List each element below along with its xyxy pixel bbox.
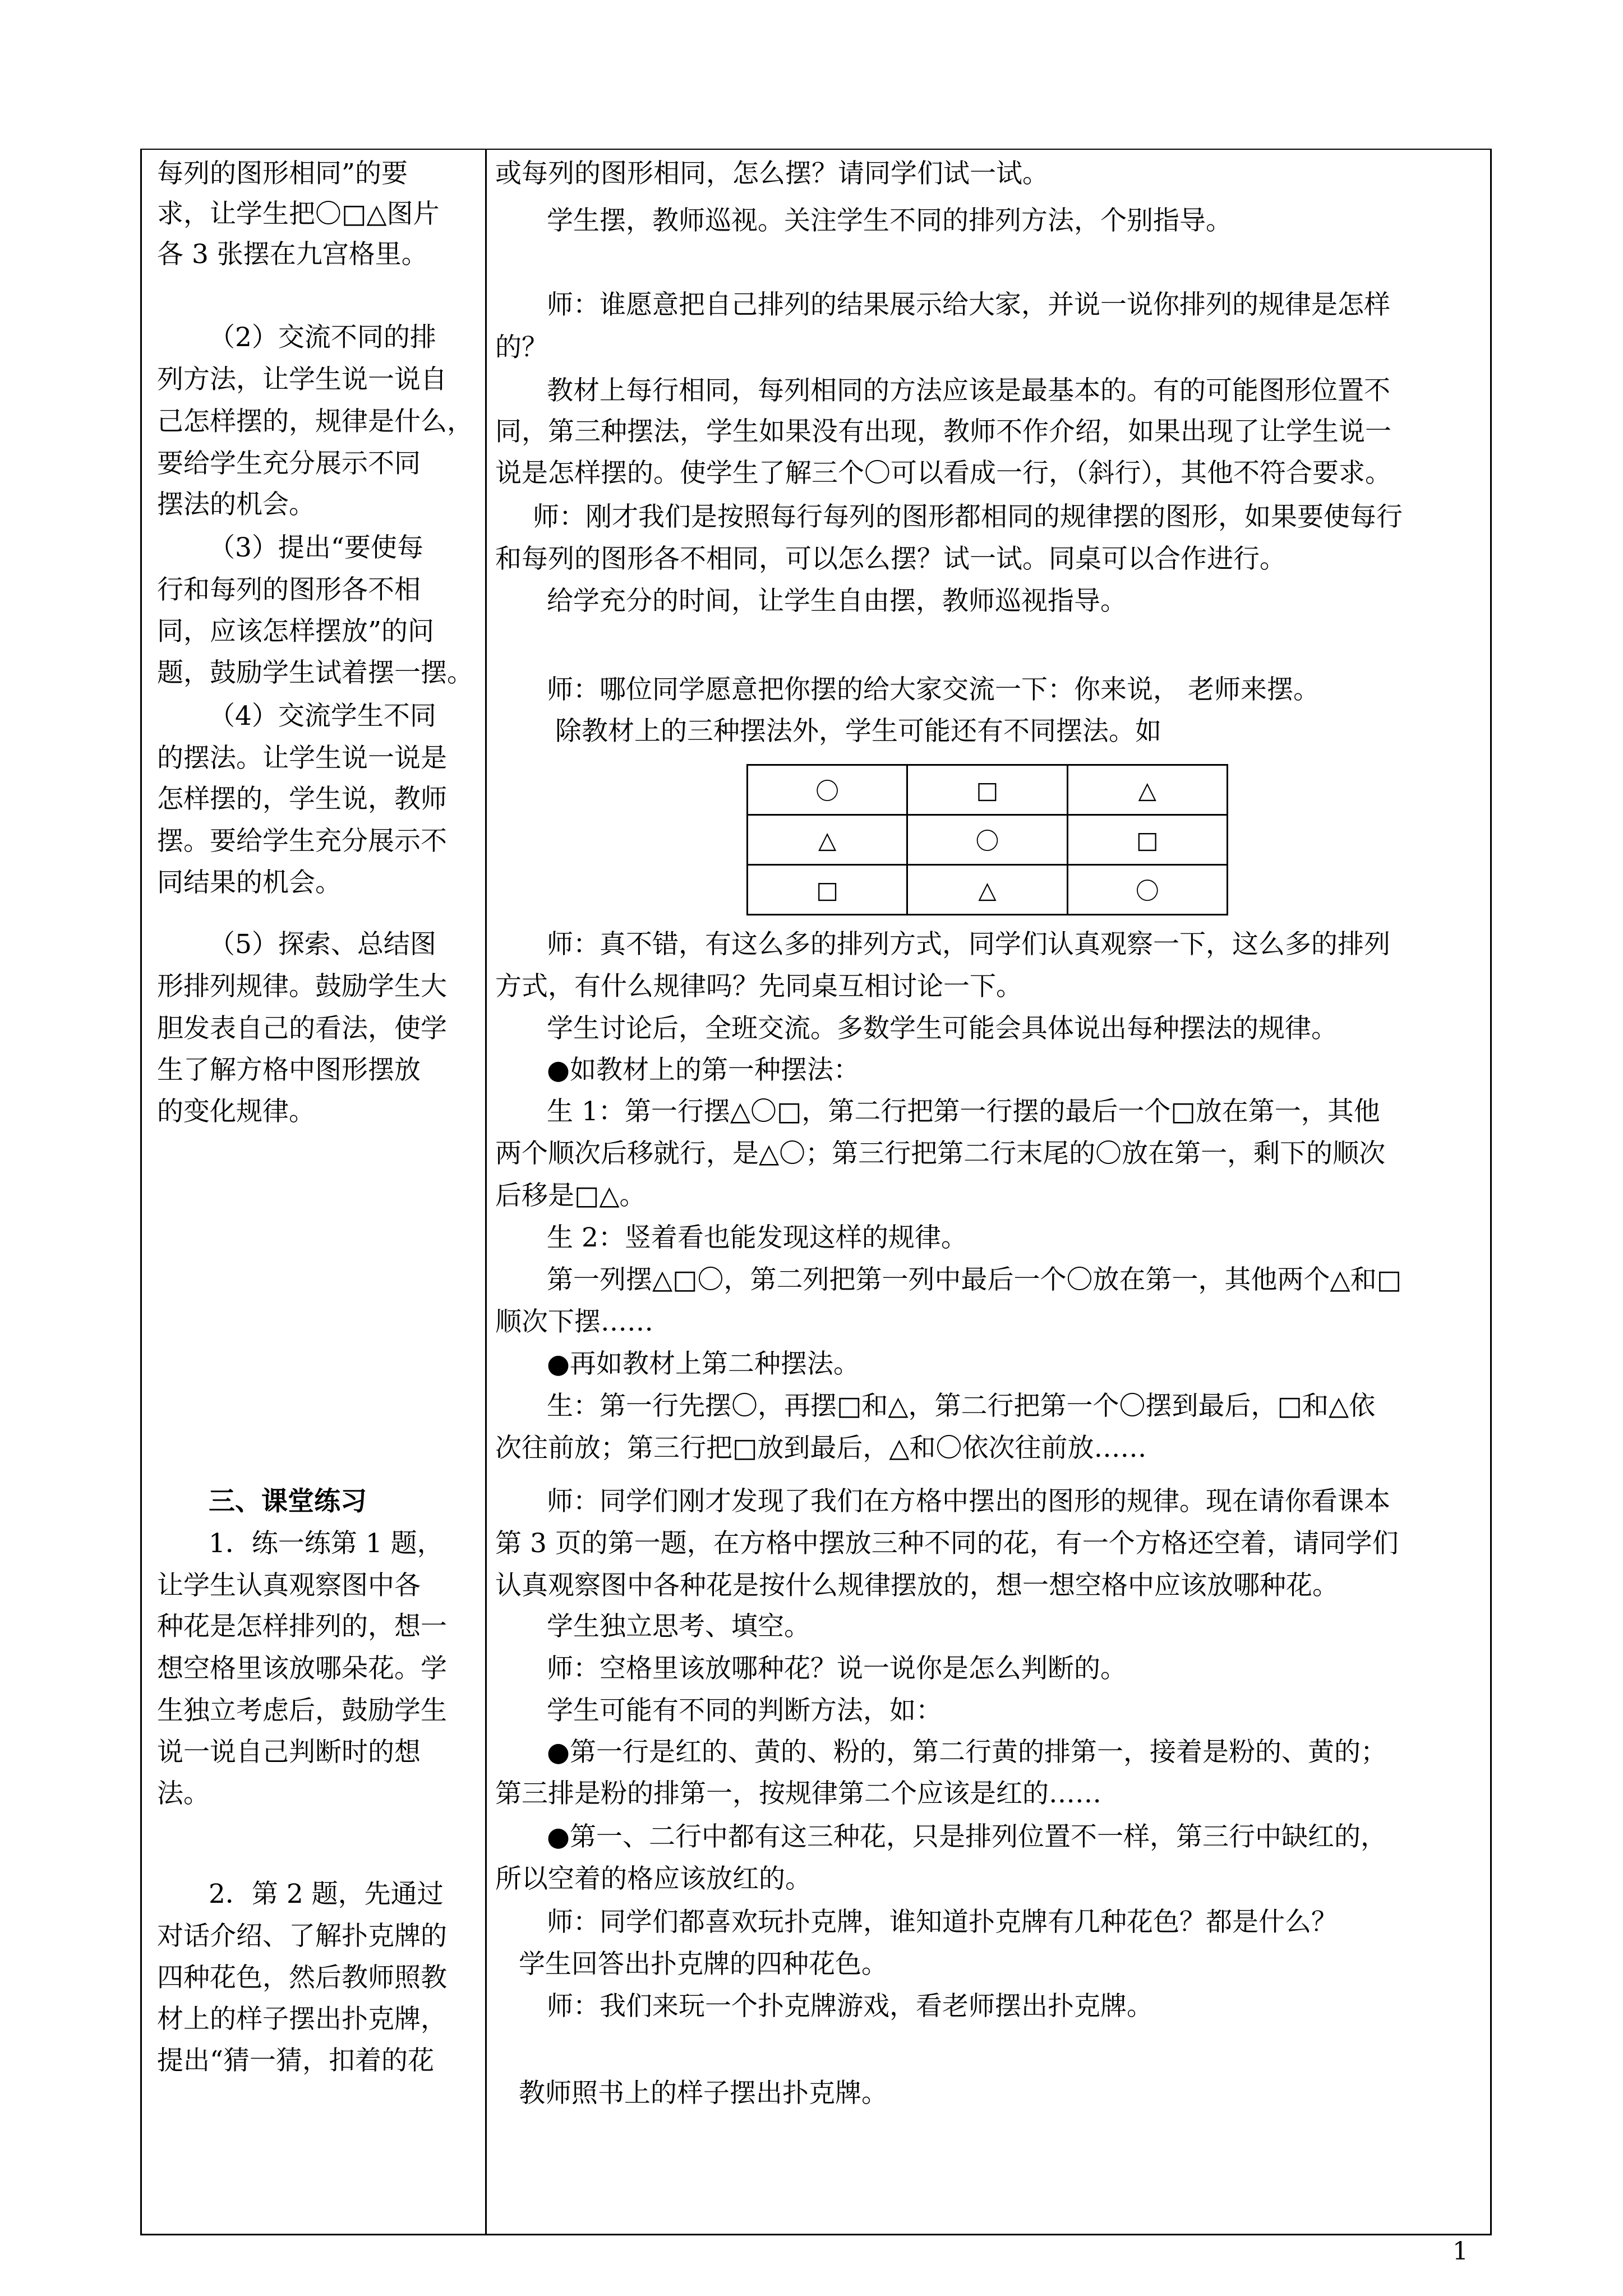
left-text-line: 材上的样子摆出扑克牌， xyxy=(157,2004,447,2035)
grid-row xyxy=(748,865,1228,915)
left-text-line: 法。 xyxy=(157,1778,210,1809)
right-text-line: 第三排是粉的排第一，按规律第二个应该是红的…… xyxy=(495,1778,1101,1809)
left-text-line: 让学生认真观察图中各 xyxy=(157,1570,421,1601)
left-text-line: 生了解方格中图形摆放 xyxy=(157,1055,421,1085)
left-text-line: 胆发表自己的看法，使学 xyxy=(157,1013,447,1044)
right-text-line: 所以空着的格应该放红的。 xyxy=(495,1864,811,1894)
left-text-line: 摆法的机会。 xyxy=(157,489,315,520)
right-text-line: 两个顺次后移就行，是△〇；第三行把第二行末尾的〇放在第一，剩下的顺次 xyxy=(495,1138,1386,1169)
right-text-line: 同，第三种摆法，学生如果没有出现，教师不作介绍，如果出现了让学生说一 xyxy=(495,416,1391,447)
right-text-line: 师：谁愿意把自己排列的结果展示给大家，并说一说你排列的规律是怎样 xyxy=(547,289,1390,320)
grid-cell: △ xyxy=(748,815,907,865)
right-text-line: 方式，有什么规律吗？先同桌互相讨论一下。 xyxy=(495,971,1022,1002)
left-text-line: 的摆法。让学生说一说是 xyxy=(157,743,447,774)
left-text-line: 四种花色，然后教师照教 xyxy=(157,1962,447,1993)
left-text-line: 列方法，让学生说一说自 xyxy=(157,364,447,395)
right-text-line: 后移是□△。 xyxy=(495,1180,646,1211)
grid-cell: 〇 xyxy=(1067,865,1227,915)
left-text-line: 己怎样摆的，规律是什么， xyxy=(157,406,473,437)
left-text-line: 生独立考虑后，鼓励学生 xyxy=(157,1695,447,1726)
left-text-line: 摆。要给学生充分展示不 xyxy=(157,826,447,857)
right-text-line: 师：哪位同学愿意把你摆的给大家交流一下：你来说， 老师来摆。 xyxy=(547,674,1320,705)
left-text-line: 行和每列的图形各不相 xyxy=(157,574,421,605)
right-text-line: 学生回答出扑克牌的四种花色。 xyxy=(519,1949,888,1980)
right-text-line: ●如教材上的第一种摆法： xyxy=(547,1055,860,1085)
right-text-line: 学生讨论后，全班交流。多数学生可能会具体说出每种摆法的规律。 xyxy=(547,1013,1338,1044)
right-text-line: 次往前放；第三行把□放到最后，△和〇依次往前放…… xyxy=(495,1433,1147,1464)
right-text-line: 生 2：竖着看也能发现这样的规律。 xyxy=(547,1222,967,1253)
grid-cell: 〇 xyxy=(748,765,907,815)
right-text-line: 教师照书上的样子摆出扑克牌。 xyxy=(519,2078,888,2109)
right-text-line: 师：我们来玩一个扑克牌游戏，看老师摆出扑克牌。 xyxy=(547,1991,1153,2022)
page-number: 1 xyxy=(1453,2237,1468,2266)
grid-cell: 〇 xyxy=(907,815,1067,865)
right-text-line: 顺次下摆…… xyxy=(495,1306,653,1337)
right-text-line: 和每列的图形各不相同，可以怎么摆？试一试。同桌可以合作进行。 xyxy=(495,544,1286,574)
right-text-line: 师：同学们都喜欢玩扑克牌，谁知道扑克牌有几种花色？都是什么？ xyxy=(547,1907,1338,1938)
right-text-line: 给学充分的时间，让学生自由摆，教师巡视指导。 xyxy=(547,586,1127,616)
left-text-line: 求，让学生把〇□△图片 xyxy=(157,199,440,229)
left-text-line: 提出“猜一猜，扣着的花 xyxy=(157,2045,435,2076)
grid-cell: △ xyxy=(907,865,1067,915)
grid-cell: □ xyxy=(748,865,907,915)
right-text-line: ●第一、二行中都有这三种花，只是排列位置不一样，第三行中缺红的， xyxy=(547,1821,1387,1852)
right-text-line: 教材上每行相同，每列相同的方法应该是最基本的。有的可能图形位置不 xyxy=(547,375,1390,406)
column-divider xyxy=(485,149,487,2235)
right-text-line: 学生可能有不同的判断方法，如： xyxy=(547,1695,942,1726)
left-text-line: 要给学生充分展示不同 xyxy=(157,448,421,479)
shape-grid-table xyxy=(746,764,1228,915)
right-text-line: 或每列的图形相同，怎么摆？请同学们试一试。 xyxy=(495,158,1049,189)
right-text-line: ●再如教材上第二种摆法。 xyxy=(547,1349,860,1379)
grid-row xyxy=(748,815,1228,865)
left-text-line: 怎样摆的，学生说，教师 xyxy=(157,784,447,815)
right-text-line: 除教材上的三种摆法外，学生可能还有不同摆法。如 xyxy=(555,716,1161,747)
left-text-line: 1．练一练第 1 题， xyxy=(209,1528,444,1559)
left-text-line: 的变化规律。 xyxy=(157,1096,315,1127)
left-text-line: 三、课堂练习 xyxy=(209,1486,367,1517)
right-text-line: 生 1：第一行摆△〇□，第二行把第一行摆的最后一个□放在第一，其他 xyxy=(547,1096,1380,1127)
left-text-line: 想空格里该放哪朵花。学 xyxy=(157,1653,447,1684)
left-text-line: 对话介绍、了解扑克牌的 xyxy=(157,1921,447,1952)
left-text-line: 种花是怎样排列的，想一 xyxy=(157,1611,447,1642)
grid-cell: △ xyxy=(1067,765,1227,815)
left-text-line: 题，鼓励学生试着摆一摆。 xyxy=(157,657,473,688)
grid-row xyxy=(748,765,1228,815)
left-text-line: （4）交流学生不同 xyxy=(209,701,436,731)
left-text-line: 同结果的机会。 xyxy=(157,867,342,898)
right-text-line: 学生摆，教师巡视。关注学生不同的排列方法，个别指导。 xyxy=(547,205,1232,236)
right-text-line: ●第一行是红的、黄的、粉的，第二行黄的排第一，接着是粉的、黄的； xyxy=(547,1737,1387,1768)
right-text-line: 第一列摆△□〇，第二列把第一列中最后一个〇放在第一，其他两个△和□ xyxy=(547,1264,1402,1295)
right-text-line: 师：真不错，有这么多的排列方式，同学们认真观察一下，这么多的排列 xyxy=(547,929,1390,960)
right-text-line: 的？ xyxy=(495,332,548,363)
right-text-line: 认真观察图中各种花是按什么规律摆放的，想一想空格中应该放哪种花。 xyxy=(495,1570,1339,1601)
right-text-line: 说是怎样摆的。使学生了解三个〇可以看成一行，（斜行），其他不符合要求。 xyxy=(495,458,1391,489)
grid-cell: □ xyxy=(907,765,1067,815)
left-text-line: 说一说自己判断时的想 xyxy=(157,1737,421,1768)
right-text-line: 学生独立思考、填空。 xyxy=(547,1611,810,1642)
left-text-line: 2．第 2 题，先通过 xyxy=(209,1879,444,1910)
left-text-line: （3）提出“要使每 xyxy=(209,532,423,563)
left-text-line: 形排列规律。鼓励学生大 xyxy=(157,971,447,1002)
right-text-line: 生：第一行先摆〇，再摆□和△，第二行把第一个〇摆到最后，□和△依 xyxy=(547,1391,1376,1421)
left-text-line: （5）探索、总结图 xyxy=(209,929,436,960)
left-text-line: 同，应该怎样摆放”的问 xyxy=(157,616,435,647)
grid-cell: □ xyxy=(1067,815,1227,865)
right-text-line: 第 3 页的第一题，在方格中摆放三种不同的花，有一个方格还空着，请同学们 xyxy=(495,1528,1399,1559)
left-text-line: 各 3 张摆在九宫格里。 xyxy=(157,239,428,270)
right-text-line: 师：同学们刚才发现了我们在方格中摆出的图形的规律。现在请你看课本 xyxy=(547,1486,1390,1517)
right-text-line: 师：刚才我们是按照每行每列的图形都相同的规律摆的图形，如果要使每行 xyxy=(533,501,1403,532)
left-text-line: 每列的图形相同”的要 xyxy=(157,158,408,189)
right-text-line: 师：空格里该放哪种花？说一说你是怎么判断的。 xyxy=(547,1653,1127,1684)
left-text-line: （2）交流不同的排 xyxy=(209,322,436,353)
